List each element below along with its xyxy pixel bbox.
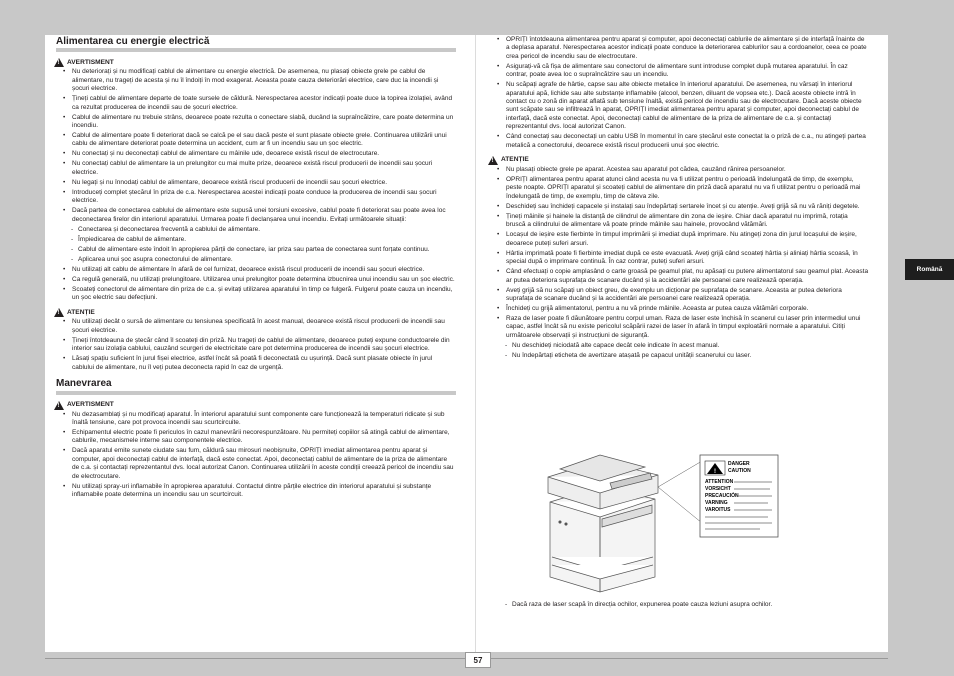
list-item: • Când efectuați o copie amplasând o carte groasă pe geamul plat, nu apăsați cu putere alimentatorul sau geamul plat. Aceasta ar putea deteriora suprafața de scanare ducând și la accidentări ale persoanei care realizează operația. (497, 268, 869, 285)
top-bar (0, 0, 954, 35)
list-item: • Hârtia imprimată poate fi fierbinte imediat după ce este evacuată. Aveți grijă când scoateți hârtia și aliniați hârtia scoasă, în special după o imprimare continuă. În caz contrar, puteți suferi arsuri. (497, 250, 869, 267)
list-item: • Nu plasați obiecte grele pe aparat. Acestea sau aparatul pot cădea, cauzând rănirea persoanelor. (497, 166, 869, 174)
sub-list-item: - Nu îndepărtați eticheta de avertizare atașată pe capacul unității scanerului cu laser. (497, 352, 869, 360)
list-item: • Cablul de alimentare nu trebuie strâns, deoarece poate rezulta o conectare slabă, ducând la supraîncălzire, care poate determina un incendiu. (63, 114, 456, 131)
list-item: • OPRIȚI întotdeauna alimentarea pentru aparat și computer, apoi deconectați cablurile de alimentare și de interfață înainte de a deplasa aparatul. Nerespectarea acestor indicații poate conduce la deteriorarea cablurilor sau a cordoanelor, ceea ce poate crea pericol de incendiu sau de electrocutare. (497, 36, 869, 61)
section-title-handling: Manevrarea (56, 380, 456, 394)
warning-list-continued (497, 36, 869, 150)
list-item: • Nu utilizați decât o sursă de alimentare cu tensiunea specificată în acest manual, deoarece există riscul producerii de incendii sau șocuri electrice. (63, 318, 456, 335)
label-line: VAROITUS (705, 507, 731, 513)
sub-list-item: - Nu deschideți niciodată alte capace decât cele indicate în acest manual. (497, 342, 869, 350)
list-item: • Aveți grijă să nu scăpați un obiect greu, de exemplu un dicționar pe suprafața de scanare. Aceasta ar putea deteriora suprafața de scanare ducând și la accidentări ale persoanei care realizează operația. (497, 287, 869, 304)
caution-list (63, 318, 456, 372)
list-item: • Cablul de alimentare poate fi deteriorat dacă se calcă pe el sau dacă peste el sunt plasate obiecte grele. Continuarea utilizării unui cablu de alimentare deteriorat poate determina un accident, cum ar fi un incendiu sau un șoc electric. (63, 132, 456, 149)
list-item: • Țineți mâinile și hainele la distanță de cilindrul de alimentare din zona de ieșire. Chiar dacă aparatul nu imprimă, rotația bruscă a cilindrului de alimentare vă poate prinde mâinile sau hainele, provocând vătămări. (497, 213, 869, 230)
list-item: • Nu scăpați agrafe de hârtie, capse sau alte obiecte metalice în interiorul aparatului. De asemenea, nu vărsați în interiorul aparatului apă, lichide sau alte substanțe inflamabile (alcool, benzen, diluant de vopsea etc.). Dacă aceste obiecte intră în contact cu o zonă din aparat aflată sub tensiune înaltă, există pericol de incendiu sau de electrocutare. Dacă aceste obiecte sunt scăpate sau se infiltrează în aparat, OPRIȚI imediat alimentarea pentru aparat și computer, apoi deconectați cablul de interfață, dacă este conectat. Apoi, deconectați cablul de alimentare de la priza de alimentare de c.a. și contactați reprezentantul dvs. local autorizat Canon. (497, 81, 869, 131)
list-item: • Nu deteriorați și nu modificați cablul de alimentare cu energie electrică. De asemenea, nu plasați obiecte grele pe cablul de alimentare, nu trageți de acesta și nu îl îndoiți în mod exagerat. Aceasta poate cauza deteriorări electrice, care duc la incendii și șocuri electrice. (63, 68, 456, 93)
svg-text:!: ! (714, 469, 716, 475)
caution-heading (497, 156, 869, 165)
list-item: • Nu conectați și nu deconectați cablul de alimentare cu mâinile ude, deoarece există riscul de electrocutare. (63, 150, 456, 158)
warning-icon (54, 58, 64, 67)
caution-icon (54, 308, 64, 317)
list-item: • Asigurați-vă că fișa de alimentare sau conectorul de alimentare sunt introduse complet după mutarea aparatului. În caz contrar, poate avea loc o supraîncălzire sau un incendiu. (497, 63, 869, 80)
list-item: • Când conectați sau deconectați un cablu USB în momentul în care ștecărul este conectat la o priză de c.a., nu atingeți partea metalică a conectorului, deoarece există riscul producerii unui șoc electric. (497, 133, 869, 150)
list-item: • Țineți cablul de alimentare departe de toate sursele de căldură. Nerespectarea acestor indicații poate duce la topirea izolației, având ca rezultat producerea de incendii sau de șocuri electrice. (63, 95, 456, 112)
figure-caption (497, 601, 869, 611)
list-item: • Închideți cu grijă alimentatorul, pentru a nu vă prinde mâinile. Aceasta ar putea cauza vătămări corporale. (497, 305, 869, 313)
warning-label: AVERTISMENT (67, 58, 114, 66)
list-item: • Echipamentul electric poate fi periculos în cazul manevrării necorespunzătoare. Nu permiteți copiilor să atingă cablul de alimentare, cablurile, mecanismele interne sau componentele electrice. (63, 429, 456, 446)
list-item: • Dacă aparatul emite sunete ciudate sau fum, căldură sau mirosuri neobișnuite, OPRIȚI imediat alimentarea pentru aparat și computer, apoi deconectați cablul de interfață, dacă este conectat. Apoi, deconectați cablul de alimentare de la priza de alimentare de c.a. și contactați reprezentantul dvs. local autorizat Canon. Continuarea utilizării în aceste condiții creează pericol de incendiu sau de electrocutare. (63, 447, 456, 481)
caution-icon (488, 156, 498, 165)
left-column (56, 36, 456, 501)
list-item: • Raza de laser poate fi dăunătoare pentru corpul uman. Raza de laser este închisă în scanerul cu laser prin intermediul unui capac, astfel încât să nu existe pericolul scăpării razei de laser în afară în timpul exploatării normale a aparatului. Citiți următoarele observații și instrucțiuni de siguranță. (497, 315, 869, 340)
list-item: • Scoateți conectorul de alimentare din priza de c.a. și evitați utilizarea aparatului în timp ce fulgeră. Fulgerul poate cauza un incendiu, un șoc electric sau defecțiuni. (63, 286, 456, 303)
list-item: • Dacă partea de conectarea cablului de alimentare este supusă unei torsiuni excesive, cablul poate fi deteriorat sau poate avea loc deconectarea firelor din interiorul aparatului. Urmarea poate fi declanșarea unui incendiu. Evitați următoarele situații: (63, 207, 456, 224)
warning-heading (63, 401, 456, 410)
list-item: • Deschideți sau închideți capacele și instalați sau îndepărtați sertarele încet și cu atenție. Aveți grijă să nu vă răniți degetele. (497, 203, 869, 211)
label-line: DANGER (728, 461, 750, 467)
page-number: 57 (465, 652, 491, 668)
sub-list-item: - Cablul de alimentare este îndoit în apropierea părții de conectare, iar priza sau partea de conectarea sunt forțate continuu. (63, 246, 456, 254)
caution-label: ATENȚIE (501, 156, 529, 164)
warning-heading (63, 58, 456, 67)
list-item: • Introduceți complet ștecărul în priza de c.a. Nerespectarea acestei indicații poate conduce la producerea de incendii sau șocuri electrice. (63, 189, 456, 206)
label-line: VARNING (705, 500, 728, 506)
warning-list (63, 411, 456, 500)
right-column (497, 36, 869, 362)
caution-list (497, 166, 869, 360)
list-item: • Țineți întotdeauna de ștecăr când îl scoateți din priză. Nu trageți de cablul de alimentare, deoarece puteți expune conductoarele din interior sau izolația cablului, cauzând scurgeri de electricitate care pot determina producerea de incendii sau șocuri electrice. (63, 337, 456, 354)
list-item: • OPRIȚI alimentarea pentru aparat atunci când acesta nu va fi utilizat pentru o perioadă îndelungată de timp, de exemplu, peste noapte. OPRIȚI aparatul și scoateți cablul de alimentare din priză dacă aparatul nu va fi utilizat pentru o perioadă mai îndelungată de timp, de exemplu, timp de câteva zile. (497, 176, 869, 201)
column-divider (475, 35, 476, 652)
list-item: • Nu utilizați spray-uri inflamabile în apropierea aparatului. Contactul dintre părțile electrice din interiorul aparatului și substanțe inflamabile poate determina un incendiu sau un scurtcircuit. (63, 483, 456, 500)
list-item: • Nu conectați cablul de alimentare la un prelungitor cu mai multe prize, deoarece există riscul producerii de incendii sau șocuri electrice. (63, 160, 456, 177)
caution-heading (63, 308, 456, 317)
list-item: • Locașul de ieșire este fierbinte în timpul imprimării și imediat după imprimare. Nu atingeți zona din jurul locașului de ieșire, deoarece puteți suferi arsuri. (497, 231, 869, 248)
label-line: VORSICHT (705, 486, 731, 492)
sub-list-item: - Conectarea și deconectarea frecventă a cablului de alimentare. (63, 226, 456, 234)
caution-label: ATENȚIE (67, 308, 95, 316)
warning-label: AVERTISMENT (67, 400, 114, 408)
sub-list-item: - Împiedicarea de cablul de alimentare. (63, 236, 456, 244)
section-title-power: Alimentarea cu energie electrică (56, 38, 456, 52)
sub-list-item: - Aplicarea unui șoc asupra conectorului de alimentare. (63, 256, 456, 264)
label-line: ATTENTION (705, 479, 734, 485)
label-line: PRECAUCIÓN (705, 493, 739, 499)
list-item: • Nu legați și nu înnodați cablul de alimentare, deoarece există riscul producerii de incendii sau șocuri electrice. (63, 179, 456, 187)
list-item: • Nu dezasamblați și nu modificați aparatul. În interiorul aparatului sunt componente care funcționează la temperaturi ridicate și sub înaltă tensiune, care pot provoca incendii sau scurtcircuite. (63, 411, 456, 428)
label-line: CAUTION (728, 468, 751, 474)
printer-illustration (540, 447, 780, 594)
list-item: • Ca regulă generală, nu utilizați prelungitoare. Utilizarea unui prelungitor poate determina izbucnirea unui incendiu sau un șoc electric. (63, 276, 456, 284)
list-item: • Nu utilizați alt cablu de alimentare în afară de cel furnizat, deoarece există riscul producerii de incendii sau șocuri electrice. (63, 266, 456, 274)
sub-list-item: - Dacă raza de laser scapă în direcția ochilor, expunerea poate cauza leziuni asupra ochilor. (497, 601, 869, 609)
language-tab[interactable]: Română (905, 259, 954, 280)
warning-icon (54, 401, 64, 410)
list-item: • Lăsați spațiu suficient în jurul fișei electrice, astfel încât să poată fi deconectată cu ușurință. Dacă sunt plasate obiecte în jurul cablului de alimentare, nu îl veți putea deconecta rapid în caz de urgență. (63, 355, 456, 372)
warning-list (63, 68, 456, 302)
